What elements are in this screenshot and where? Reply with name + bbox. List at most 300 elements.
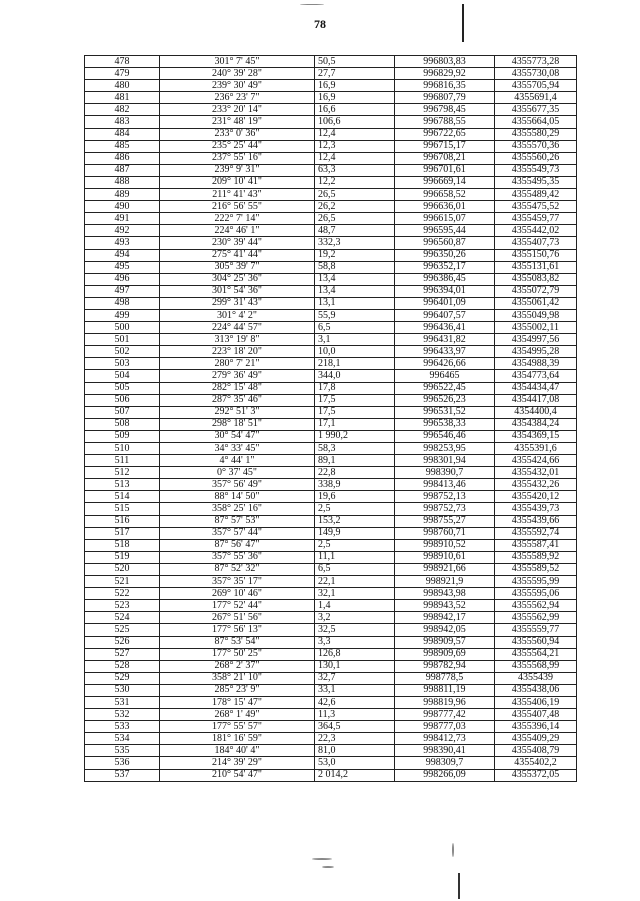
point-number-cell: 531 [85,696,160,708]
bearing-cell: 292° 51' 3" [160,406,315,418]
distance-cell: 218,1 [315,358,395,370]
point-number-cell: 528 [85,660,160,672]
table-row [85,128,577,140]
y-coordinate-cell: 4355049,98 [495,309,577,321]
bearing-cell: 237° 55' 16" [160,152,315,164]
y-coordinate-cell: 4355489,42 [495,189,577,201]
table-row [85,164,577,176]
y-coordinate-cell: 4355705,94 [495,80,577,92]
table-row [85,443,577,455]
point-number-cell: 490 [85,201,160,213]
distance-cell: 63,3 [315,164,395,176]
y-coordinate-cell: 4355002,11 [495,322,577,334]
point-number-cell: 506 [85,394,160,406]
distance-cell: 2,5 [315,539,395,551]
table-row [85,309,577,321]
point-number-cell: 514 [85,491,160,503]
x-coordinate-cell: 998778,5 [395,672,495,684]
table-row [85,588,577,600]
bearing-cell: 177° 50' 25" [160,648,315,660]
bearing-cell: 313° 19' 8" [160,334,315,346]
y-coordinate-cell: 4355595,06 [495,588,577,600]
distance-cell: 3,3 [315,636,395,648]
distance-cell: 19,6 [315,491,395,503]
bearing-cell: 239° 30' 49" [160,80,315,92]
x-coordinate-cell: 996816,35 [395,80,495,92]
bearing-cell: 280° 7' 21" [160,358,315,370]
x-coordinate-cell: 996401,09 [395,297,495,309]
table-row [85,56,577,68]
table-row [85,176,577,188]
y-coordinate-cell: 4354384,24 [495,418,577,430]
table-row [85,648,577,660]
table-row [85,696,577,708]
scan-speck [312,858,332,860]
table-row [85,273,577,285]
x-coordinate-cell: 998412,73 [395,733,495,745]
point-number-cell: 486 [85,152,160,164]
point-number-cell: 501 [85,334,160,346]
distance-cell: 338,9 [315,479,395,491]
point-number-cell: 519 [85,551,160,563]
distance-cell: 3,2 [315,612,395,624]
point-number-cell: 491 [85,213,160,225]
x-coordinate-cell: 996669,14 [395,176,495,188]
table-row [85,733,577,745]
x-coordinate-cell: 998943,52 [395,600,495,612]
y-coordinate-cell: 4355560,26 [495,152,577,164]
distance-cell: 12,4 [315,128,395,140]
point-number-cell: 513 [85,479,160,491]
x-coordinate-cell: 998390,41 [395,745,495,757]
point-number-cell: 510 [85,443,160,455]
distance-cell: 11,3 [315,709,395,721]
distance-cell: 32,1 [315,588,395,600]
x-coordinate-cell: 996407,57 [395,309,495,321]
distance-cell: 1 990,2 [315,430,395,442]
point-number-cell: 518 [85,539,160,551]
y-coordinate-cell: 4355439,66 [495,515,577,527]
bearing-cell: 0° 37' 45" [160,467,315,479]
bearing-cell: 87° 53' 54" [160,636,315,648]
y-coordinate-cell: 4355495,35 [495,176,577,188]
y-coordinate-cell: 4354773,64 [495,370,577,382]
y-coordinate-cell: 4355442,02 [495,225,577,237]
bearing-cell: 230° 39' 44" [160,237,315,249]
distance-cell: 2,5 [315,503,395,515]
distance-cell: 81,0 [315,745,395,757]
point-number-cell: 511 [85,455,160,467]
point-number-cell: 527 [85,648,160,660]
distance-cell: 12,4 [315,152,395,164]
bearing-cell: 304° 25' 36" [160,273,315,285]
distance-cell: 11,1 [315,551,395,563]
y-coordinate-cell: 4355439 [495,672,577,684]
distance-cell: 106,6 [315,116,395,128]
table-row [85,576,577,588]
y-coordinate-cell: 4354997,56 [495,334,577,346]
bearing-cell: 209° 10' 41" [160,176,315,188]
bearing-cell: 268° 2' 37" [160,660,315,672]
point-number-cell: 487 [85,164,160,176]
point-number-cell: 484 [85,128,160,140]
distance-cell: 16,6 [315,104,395,116]
distance-cell: 26,2 [315,201,395,213]
scan-speck [300,4,324,5]
y-coordinate-cell: 4355406,19 [495,696,577,708]
bearing-cell: 275° 41' 44" [160,249,315,261]
x-coordinate-cell: 998942,05 [395,624,495,636]
table-row [85,201,577,213]
bearing-cell: 301° 7' 45" [160,56,315,68]
table-row [85,152,577,164]
y-coordinate-cell: 4354417,08 [495,394,577,406]
table-row [85,684,577,696]
distance-cell: 22,1 [315,576,395,588]
x-coordinate-cell: 996538,33 [395,418,495,430]
x-coordinate-cell: 996350,26 [395,249,495,261]
margin-rule-line [458,873,460,899]
bearing-cell: 285° 23' 9" [160,684,315,696]
bearing-cell: 269° 10' 46" [160,588,315,600]
y-coordinate-cell: 4354434,47 [495,382,577,394]
x-coordinate-cell: 996560,87 [395,237,495,249]
x-coordinate-cell: 996531,52 [395,406,495,418]
bearing-cell: 34° 33' 45" [160,443,315,455]
distance-cell: 42,6 [315,696,395,708]
distance-cell: 17,5 [315,394,395,406]
x-coordinate-cell: 998782,94 [395,660,495,672]
x-coordinate-cell: 996595,44 [395,225,495,237]
table-row [85,721,577,733]
table-row [85,382,577,394]
distance-cell: 19,2 [315,249,395,261]
page-number: 78 [314,17,326,31]
point-number-cell: 483 [85,116,160,128]
point-number-cell: 515 [85,503,160,515]
y-coordinate-cell: 4355589,92 [495,551,577,563]
point-number-cell: 498 [85,297,160,309]
point-number-cell: 536 [85,757,160,769]
point-number-cell: 495 [85,261,160,273]
bearing-cell: 210° 54' 47" [160,769,315,781]
bearing-cell: 214° 39' 29" [160,757,315,769]
table-row [85,636,577,648]
bearing-cell: 301° 4' 2" [160,309,315,321]
y-coordinate-cell: 4355408,79 [495,745,577,757]
y-coordinate-cell: 4355664,05 [495,116,577,128]
y-coordinate-cell: 4355475,52 [495,201,577,213]
x-coordinate-cell: 996636,01 [395,201,495,213]
distance-cell: 130,1 [315,660,395,672]
distance-cell: 55,9 [315,309,395,321]
table-row [85,92,577,104]
x-coordinate-cell: 998921,9 [395,576,495,588]
y-coordinate-cell: 4355131,61 [495,261,577,273]
point-number-cell: 492 [85,225,160,237]
distance-cell: 12,2 [315,176,395,188]
y-coordinate-cell: 4355560,94 [495,636,577,648]
x-coordinate-cell: 998777,42 [395,709,495,721]
margin-rule-line [462,4,464,42]
distance-cell: 344,0 [315,370,395,382]
y-coordinate-cell: 4355407,73 [495,237,577,249]
x-coordinate-cell: 996386,45 [395,273,495,285]
y-coordinate-cell: 4355564,21 [495,648,577,660]
bearing-cell: 233° 0' 36" [160,128,315,140]
distance-cell: 17,8 [315,382,395,394]
bearing-cell: 279° 36' 49" [160,370,315,382]
y-coordinate-cell: 4355562,94 [495,600,577,612]
bearing-cell: 177° 55' 57" [160,721,315,733]
distance-cell: 149,9 [315,527,395,539]
x-coordinate-cell: 996465 [395,370,495,382]
distance-cell: 13,4 [315,273,395,285]
point-number-cell: 496 [85,273,160,285]
table-row [85,322,577,334]
bearing-cell: 235° 25' 44" [160,140,315,152]
table-row [85,213,577,225]
table-row [85,527,577,539]
x-coordinate-cell: 998752,73 [395,503,495,515]
distance-cell: 364,5 [315,721,395,733]
x-coordinate-cell: 998910,61 [395,551,495,563]
y-coordinate-cell: 4355407,48 [495,709,577,721]
y-coordinate-cell: 4354995,28 [495,346,577,358]
point-number-cell: 493 [85,237,160,249]
bearing-cell: 236° 23' 7" [160,92,315,104]
table-row [85,624,577,636]
bearing-cell: 282° 15' 48" [160,382,315,394]
table-row [85,503,577,515]
x-coordinate-cell: 996803,83 [395,56,495,68]
x-coordinate-cell: 998755,27 [395,515,495,527]
x-coordinate-cell: 996431,82 [395,334,495,346]
point-number-cell: 525 [85,624,160,636]
bearing-cell: 357° 57' 44" [160,527,315,539]
point-number-cell: 485 [85,140,160,152]
bearing-cell: 181° 16' 59" [160,733,315,745]
bearing-cell: 88° 14' 50" [160,491,315,503]
y-coordinate-cell: 4355587,41 [495,539,577,551]
x-coordinate-cell: 998266,09 [395,769,495,781]
point-number-cell: 503 [85,358,160,370]
x-coordinate-cell: 996352,17 [395,261,495,273]
y-coordinate-cell: 4355061,42 [495,297,577,309]
table-row [85,539,577,551]
point-number-cell: 500 [85,322,160,334]
point-number-cell: 534 [85,733,160,745]
y-coordinate-cell: 4355409,29 [495,733,577,745]
point-number-cell: 479 [85,68,160,80]
distance-cell: 17,1 [315,418,395,430]
distance-cell: 27,7 [315,68,395,80]
x-coordinate-cell: 998811,19 [395,684,495,696]
bearing-cell: 178° 15' 47" [160,696,315,708]
x-coordinate-cell: 998909,57 [395,636,495,648]
point-number-cell: 499 [85,309,160,321]
point-number-cell: 517 [85,527,160,539]
y-coordinate-cell: 4355549,73 [495,164,577,176]
x-coordinate-cell: 996522,45 [395,382,495,394]
x-coordinate-cell: 996433,97 [395,346,495,358]
bearing-cell: 222° 7' 14" [160,213,315,225]
y-coordinate-cell: 4355595,99 [495,576,577,588]
table-row [85,455,577,467]
distance-cell: 32,5 [315,624,395,636]
table-row [85,406,577,418]
point-number-cell: 533 [85,721,160,733]
bearing-cell: 184° 40' 4" [160,745,315,757]
y-coordinate-cell: 4355773,28 [495,56,577,68]
x-coordinate-cell: 996798,45 [395,104,495,116]
point-number-cell: 504 [85,370,160,382]
table-row [85,358,577,370]
table-row [85,430,577,442]
y-coordinate-cell: 4355559,77 [495,624,577,636]
y-coordinate-cell: 4355402,2 [495,757,577,769]
point-number-cell: 516 [85,515,160,527]
distance-cell: 33,1 [315,684,395,696]
table-row [85,225,577,237]
bearing-cell: 358° 25' 16" [160,503,315,515]
x-coordinate-cell: 996701,61 [395,164,495,176]
x-coordinate-cell: 998910,52 [395,539,495,551]
x-coordinate-cell: 996722,65 [395,128,495,140]
table-row [85,769,577,781]
point-number-cell: 524 [85,612,160,624]
bearing-cell: 87° 52' 32" [160,563,315,575]
y-coordinate-cell: 4354400,4 [495,406,577,418]
table-row [85,551,577,563]
point-number-cell: 494 [85,249,160,261]
scan-speck [452,843,454,857]
point-number-cell: 532 [85,709,160,721]
table-row [85,563,577,575]
distance-cell: 26,5 [315,213,395,225]
y-coordinate-cell: 4355432,01 [495,467,577,479]
point-number-cell: 522 [85,588,160,600]
x-coordinate-cell: 996807,79 [395,92,495,104]
point-number-cell: 530 [85,684,160,696]
y-coordinate-cell: 4355691,4 [495,92,577,104]
bearing-cell: 239° 9' 31" [160,164,315,176]
bearing-cell: 233° 20' 14" [160,104,315,116]
y-coordinate-cell: 4355459,77 [495,213,577,225]
x-coordinate-cell: 998309,7 [395,757,495,769]
x-coordinate-cell: 996615,07 [395,213,495,225]
bearing-cell: 305° 39' 7" [160,261,315,273]
point-number-cell: 521 [85,576,160,588]
bearing-cell: 223° 18' 20" [160,346,315,358]
bearing-cell: 357° 35' 17" [160,576,315,588]
table-row [85,80,577,92]
table-row [85,660,577,672]
distance-cell: 332,3 [315,237,395,249]
bearing-cell: 177° 52' 44" [160,600,315,612]
point-number-cell: 502 [85,346,160,358]
bearing-cell: 240° 39' 28" [160,68,315,80]
x-coordinate-cell: 996788,55 [395,116,495,128]
point-number-cell: 537 [85,769,160,781]
point-number-cell: 489 [85,189,160,201]
distance-cell: 10,0 [315,346,395,358]
bearing-cell: 299° 31' 43" [160,297,315,309]
y-coordinate-cell: 4355150,76 [495,249,577,261]
point-number-cell: 480 [85,80,160,92]
y-coordinate-cell: 4355438,06 [495,684,577,696]
table-row [85,297,577,309]
point-number-cell: 482 [85,104,160,116]
point-number-cell: 478 [85,56,160,68]
distance-cell: 6,5 [315,563,395,575]
x-coordinate-cell: 996658,52 [395,189,495,201]
distance-cell: 53,0 [315,757,395,769]
point-number-cell: 508 [85,418,160,430]
y-coordinate-cell: 4355570,36 [495,140,577,152]
x-coordinate-cell: 998777,03 [395,721,495,733]
table-row [85,612,577,624]
x-coordinate-cell: 998301,94 [395,455,495,467]
y-coordinate-cell: 4355396,14 [495,721,577,733]
distance-cell: 58,8 [315,261,395,273]
bearing-cell: 357° 56' 49" [160,479,315,491]
distance-cell: 1,4 [315,600,395,612]
y-coordinate-cell: 4355083,82 [495,273,577,285]
y-coordinate-cell: 4355424,66 [495,455,577,467]
y-coordinate-cell: 4355420,12 [495,491,577,503]
distance-cell: 22,8 [315,467,395,479]
distance-cell: 22,3 [315,733,395,745]
table-row [85,600,577,612]
table-row [85,370,577,382]
x-coordinate-cell: 998942,17 [395,612,495,624]
bearing-cell: 268° 1' 49" [160,709,315,721]
x-coordinate-cell: 996526,23 [395,394,495,406]
distance-cell: 26,5 [315,189,395,201]
point-number-cell: 523 [85,600,160,612]
y-coordinate-cell: 4355391,6 [495,443,577,455]
bearing-cell: 231° 48' 19" [160,116,315,128]
point-number-cell: 526 [85,636,160,648]
y-coordinate-cell: 4355568,99 [495,660,577,672]
table-row [85,237,577,249]
x-coordinate-cell: 996708,21 [395,152,495,164]
distance-cell: 48,7 [315,225,395,237]
point-number-cell: 535 [85,745,160,757]
table-row [85,346,577,358]
bearing-cell: 298° 18' 51" [160,418,315,430]
x-coordinate-cell: 998760,71 [395,527,495,539]
bearing-cell: 216° 56' 55" [160,201,315,213]
y-coordinate-cell: 4355072,79 [495,285,577,297]
table-row [85,104,577,116]
x-coordinate-cell: 998943,98 [395,588,495,600]
x-coordinate-cell: 996426,66 [395,358,495,370]
y-coordinate-cell: 4355372,05 [495,769,577,781]
distance-cell: 17,5 [315,406,395,418]
bearing-cell: 30° 54' 47" [160,430,315,442]
bearing-cell: 87° 56' 47" [160,539,315,551]
distance-cell: 32,7 [315,672,395,684]
y-coordinate-cell: 4355592,74 [495,527,577,539]
distance-cell: 6,5 [315,322,395,334]
point-number-cell: 507 [85,406,160,418]
x-coordinate-cell: 996394,01 [395,285,495,297]
distance-cell: 12,3 [315,140,395,152]
table-row [85,116,577,128]
table-row [85,709,577,721]
